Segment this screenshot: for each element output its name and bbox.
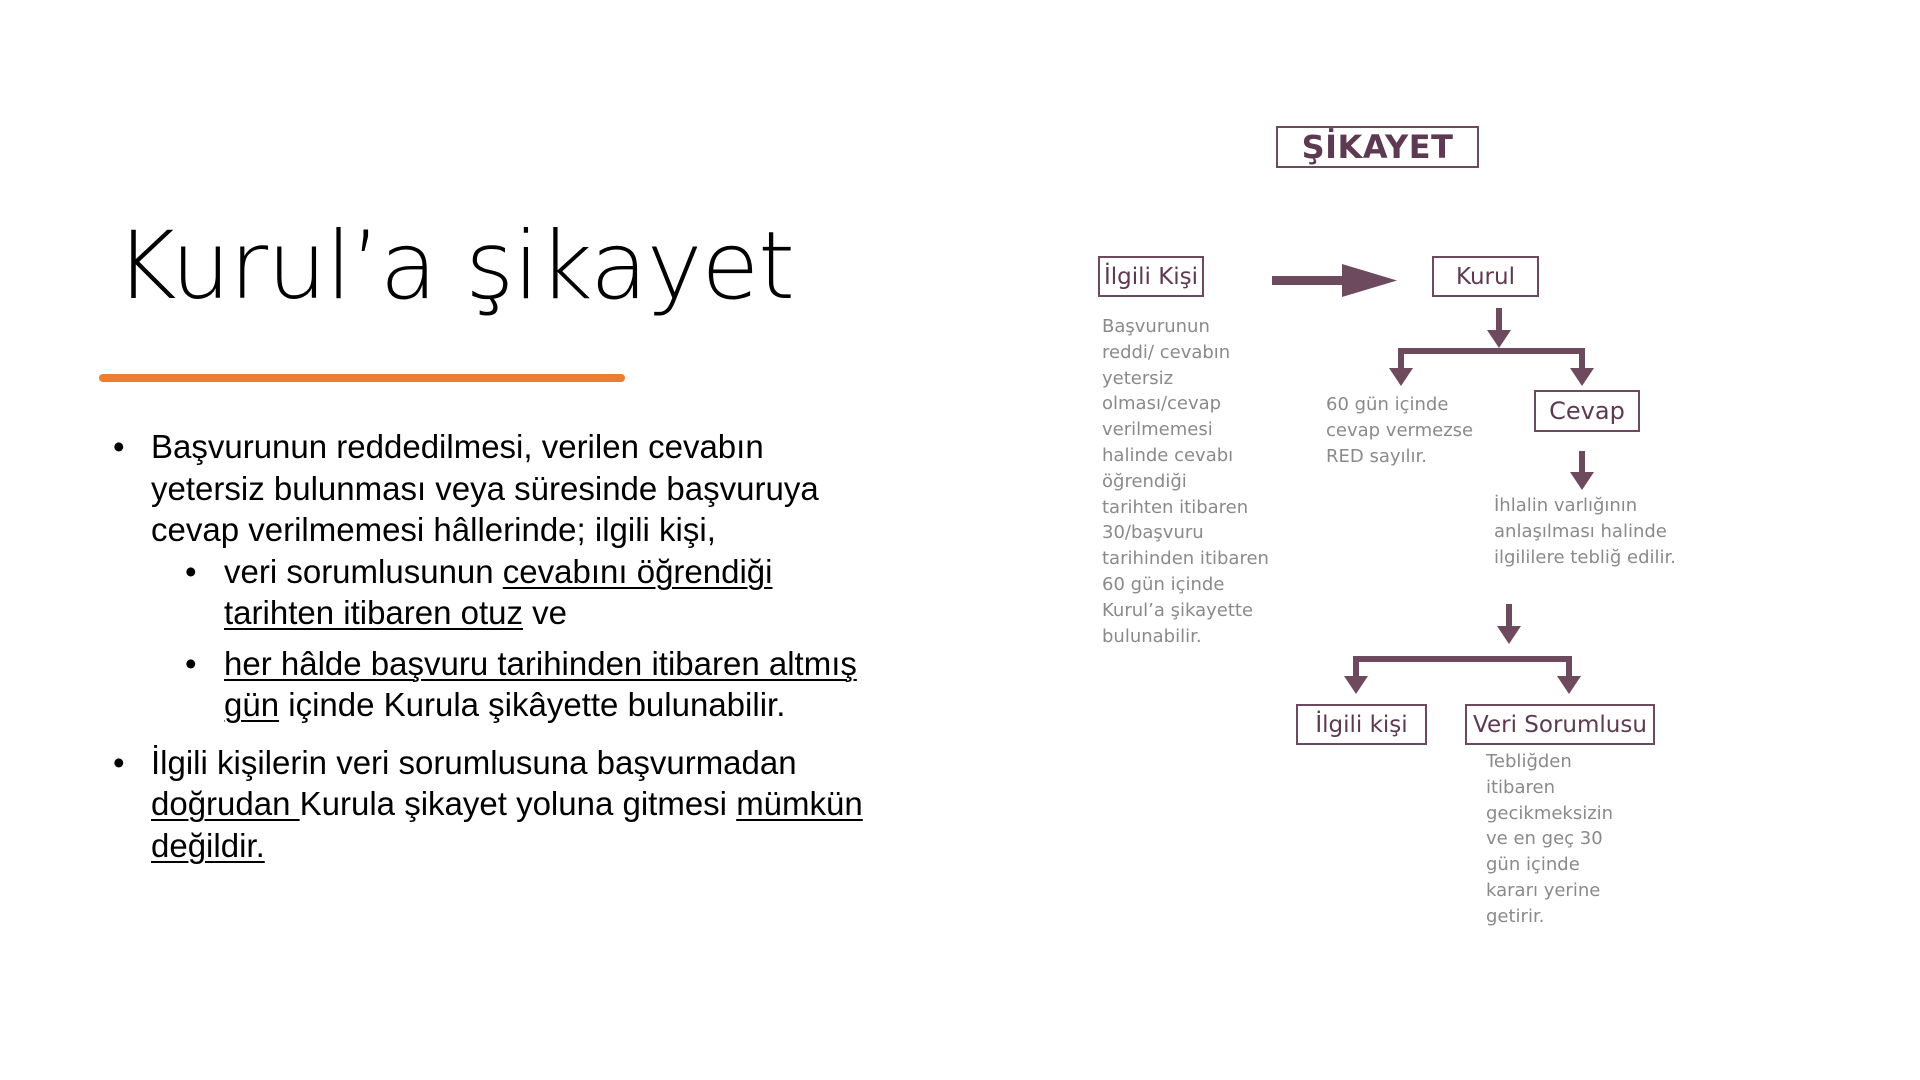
- branch-1-right-leg: [1579, 348, 1585, 372]
- cevap-down-head: [1570, 472, 1594, 490]
- bullet-item-2: [110, 742, 870, 867]
- sub-bullet-item-2: [151, 643, 870, 726]
- arrow-shaft-to-kurul: [1272, 276, 1348, 285]
- veri-sorumlusu-box: Veri Sorumlusu: [1465, 704, 1655, 745]
- bullet-2-underlined-1: doğrudan: [151, 785, 300, 822]
- note-ilgili-kisi: Başvurunun reddi/ cevabın yetersiz olması/cevap verilmemesi halinde cevabı öğrendiği tarihten itibaren 30/başvuru tarihinden itibaren 60 gün içinde Kurul’a şikayette bulunabilir.: [1102, 316, 1269, 647]
- bullet-item-1: [110, 426, 870, 726]
- kurul-down-shaft: [1496, 308, 1502, 332]
- sub-bullet-2-text-b: içinde Kurula şikâyette bulunabilir.: [279, 686, 786, 723]
- bullet-1-text: Başvurunun reddedilmesi, verilen cevabın yetersiz bulunması veya süresinde başvuruya cevap verilmemesi hâllerinde; ilgili kişi,: [151, 428, 819, 548]
- sub-bullet-1-underlined: cevabını öğrendiği tarihten itibaren otuz: [224, 552, 773, 631]
- slide-title: Kurul’a şikayet: [115, 212, 795, 321]
- note-veri-sorumlusu: Tebliğden itibaren gecikmeksizin ve en geç 30 gün içinde kararı yerine getirir.: [1486, 751, 1614, 927]
- arrow-head-to-kurul: [1342, 264, 1397, 297]
- branch-2-right-head: [1557, 676, 1581, 694]
- branch-2-right-leg: [1566, 656, 1572, 680]
- bullet-content: [110, 426, 870, 882]
- branch-1-bar: [1398, 348, 1585, 354]
- kurul-down-head: [1487, 330, 1511, 348]
- sub-bullet-1-text-b: ve: [523, 594, 568, 631]
- bullet-list: [110, 426, 870, 866]
- ilgili-kisi-top-box: İlgili Kişi: [1098, 256, 1204, 297]
- notify-down-shaft: [1506, 604, 1512, 628]
- branch-1-left-head: [1389, 368, 1413, 386]
- sub-bullet-2-underlined: her hâlde başvuru tarihinden itibaren altmış gün: [224, 644, 857, 723]
- cevap-box: Cevap: [1534, 390, 1640, 432]
- kurul-box: Kurul: [1432, 256, 1539, 297]
- cevap-down-shaft: [1579, 451, 1585, 475]
- branch-2-bar: [1353, 656, 1572, 662]
- branch-2-left-head: [1344, 676, 1368, 694]
- branch-2-left-leg: [1353, 656, 1359, 680]
- bullet-2-text-a: İlgili kişilerin veri sorumlusuna başvurmadan: [151, 743, 797, 781]
- branch-1-left-leg: [1398, 348, 1404, 372]
- notify-down-head: [1497, 626, 1521, 644]
- ilgili-kisi-bottom-box: İlgili kişi: [1296, 704, 1427, 745]
- bullet-2-underlined-2: mümkün değildir.: [151, 785, 863, 864]
- sub-bullet-list: [151, 551, 870, 726]
- note-red: 60 gün içinde cevap vermezse RED sayılır.: [1326, 394, 1474, 467]
- sikayet-header-box: ŞİKAYET: [1276, 126, 1479, 168]
- sub-bullet-1-text-a: veri sorumlusunun: [224, 552, 503, 590]
- branch-1-right-head: [1570, 368, 1594, 386]
- note-cevap: İhlalin varlığının anlaşılması halinde ilgililere tebliğ edilir.: [1494, 495, 1676, 568]
- title-accent-rule: [99, 374, 625, 382]
- sub-bullet-item-1: [151, 551, 870, 634]
- bullet-2-text-b: Kurula şikayet yoluna gitmesi: [299, 785, 737, 822]
